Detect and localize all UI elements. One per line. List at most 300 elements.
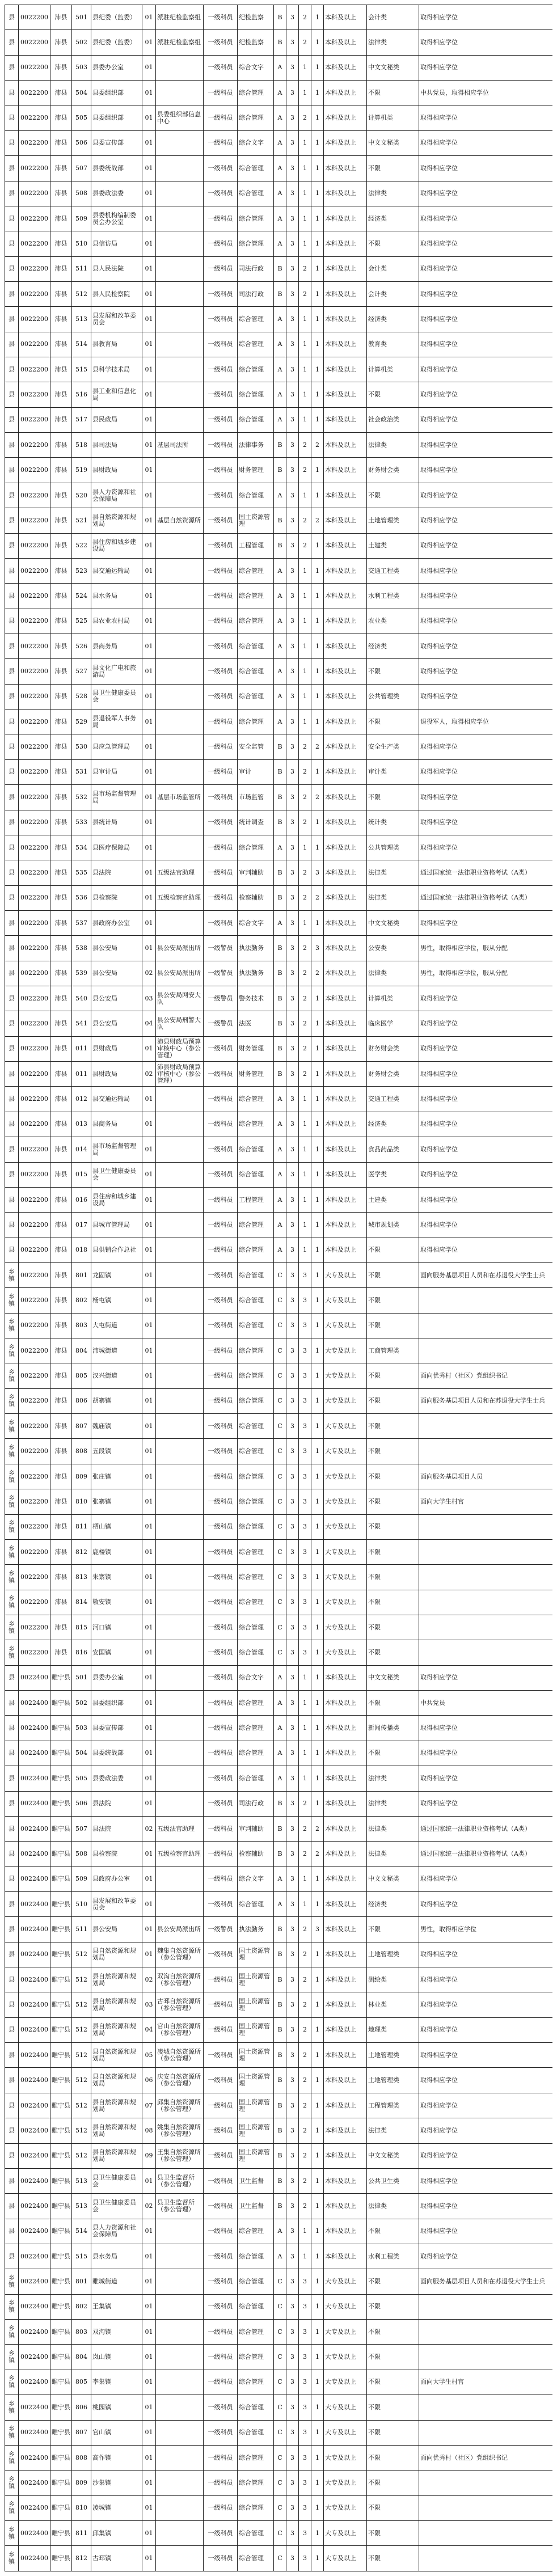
table-cell: 3 xyxy=(286,307,299,332)
table-cell xyxy=(156,659,204,684)
table-cell: 不限 xyxy=(367,1464,419,1489)
table-cell: 1 xyxy=(311,156,324,181)
table-cell: 综合管理 xyxy=(238,609,274,634)
table-cell: B xyxy=(274,30,286,55)
table-cell: 本科及以上 xyxy=(324,2118,367,2143)
table-cell: 522 xyxy=(72,533,91,558)
table-cell: 本科及以上 xyxy=(324,1087,367,1112)
table-cell: 法律类 xyxy=(367,30,419,55)
table-cell: 县 xyxy=(5,936,19,961)
table-cell: 3 xyxy=(286,2294,299,2319)
table-cell: 3 xyxy=(299,2294,311,2319)
table-cell: 3 xyxy=(286,936,299,961)
table-cell: 1 xyxy=(311,281,324,306)
table-cell: 3 xyxy=(286,2420,299,2445)
table-cell: 县公安局 xyxy=(91,961,142,986)
table-cell: 县 xyxy=(5,1062,19,1087)
table-cell: 3 xyxy=(299,1388,311,1413)
table-cell: 大专及以上 xyxy=(324,2294,367,2319)
table-cell: 取得相应学位 xyxy=(419,584,553,609)
table-cell: 取得相应学位 xyxy=(419,1942,553,1967)
table-cell: 017 xyxy=(72,1213,91,1238)
table-cell: 本科及以上 xyxy=(324,81,367,105)
table-cell: 本科及以上 xyxy=(324,231,367,256)
table-cell: 大专及以上 xyxy=(324,1615,367,1640)
table-cell: 0022400 xyxy=(19,1665,50,1690)
table-cell: 1 xyxy=(311,584,324,609)
table-cell: 1 xyxy=(311,5,324,30)
table-cell: 1 xyxy=(311,2143,324,2168)
table-cell: 沛县 xyxy=(50,609,72,634)
table-cell: 大专及以上 xyxy=(324,1414,367,1439)
table-cell: 1 xyxy=(311,2017,324,2042)
table-cell: 01 xyxy=(142,2320,156,2345)
table-cell: 3 xyxy=(311,936,324,961)
table-cell: 01 xyxy=(142,1213,156,1238)
table-row xyxy=(5,2445,553,2470)
table-cell: 512 xyxy=(72,1992,91,2017)
table-cell: 本科及以上 xyxy=(324,407,367,432)
table-cell: 01 xyxy=(142,1590,156,1615)
table-cell: 县 xyxy=(5,860,19,885)
table-cell xyxy=(419,1288,553,1313)
table-cell: 一级科员 xyxy=(204,2520,238,2545)
table-cell: 1 xyxy=(299,2219,311,2244)
table-cell: 3 xyxy=(299,2546,311,2571)
table-cell: 睢宁县 xyxy=(50,2471,72,2495)
table-cell: 庆安自然资源所（参公管理） xyxy=(156,2068,204,2093)
table-cell: 501 xyxy=(72,5,91,30)
table-cell: 不限 xyxy=(367,1388,419,1413)
table-cell: 3 xyxy=(286,1087,299,1112)
table-cell: 不限 xyxy=(367,1565,419,1590)
table-cell: 地理类 xyxy=(367,2017,419,2042)
table-cell: 沛县 xyxy=(50,483,72,508)
table-cell: 1 xyxy=(311,357,324,382)
table-cell: 公共管理类 xyxy=(367,684,419,709)
table-cell: 3 xyxy=(286,986,299,1011)
table-cell: 一级科员 xyxy=(204,181,238,206)
table-cell: 0022200 xyxy=(19,508,50,533)
table-row xyxy=(5,1011,553,1036)
table-cell: 01 xyxy=(142,5,156,30)
table-cell: 0022200 xyxy=(19,609,50,634)
table-cell: 3 xyxy=(286,2068,299,2093)
table-cell: 0022200 xyxy=(19,1062,50,1087)
table-cell: 县 xyxy=(5,1917,19,1942)
table-cell: 014 xyxy=(72,1137,91,1162)
table-cell: 会计类 xyxy=(367,256,419,281)
table-cell: 综合管理 xyxy=(238,1464,274,1489)
table-cell: 3 xyxy=(286,483,299,508)
table-cell: 2 xyxy=(299,508,311,533)
table-cell: A xyxy=(274,307,286,332)
table-cell: 国土资源管理 xyxy=(238,2017,274,2042)
table-cell: 县自然资源和规划局 xyxy=(91,1967,142,1992)
table-cell: 3 xyxy=(299,2395,311,2420)
table-cell: 面向大学生村官 xyxy=(419,1489,553,1514)
table-cell: 张寨镇 xyxy=(91,1489,142,1514)
table-row xyxy=(5,181,553,206)
table-cell: 3 xyxy=(286,609,299,634)
table-cell: 1 xyxy=(311,2118,324,2143)
table-cell: 取得相应学位 xyxy=(419,206,553,231)
table-cell: 公共卫生类 xyxy=(367,2168,419,2193)
table-row xyxy=(5,105,553,130)
table-cell: 0022200 xyxy=(19,105,50,130)
table-cell: 不限 xyxy=(367,2546,419,2571)
table-cell: 2 xyxy=(299,5,311,30)
table-cell: 3 xyxy=(286,1062,299,1087)
table-cell: C xyxy=(274,2320,286,2345)
table-cell: 01 xyxy=(142,2294,156,2319)
table-cell: 511 xyxy=(72,256,91,281)
table-cell: 综合管理 xyxy=(238,2269,274,2294)
table-cell: 县 xyxy=(5,1816,19,1841)
table-cell xyxy=(419,2320,553,2345)
table-cell: 1 xyxy=(311,1137,324,1162)
table-cell: 0022400 xyxy=(19,2168,50,2193)
table-cell: 1 xyxy=(311,1891,324,1916)
table-cell: 0022400 xyxy=(19,1791,50,1816)
table-cell: 512 xyxy=(72,2118,91,2143)
table-cell: 0022200 xyxy=(19,332,50,357)
table-cell: 一级科员 xyxy=(204,1716,238,1741)
table-row xyxy=(5,584,553,609)
table-cell: 取得相应学位 xyxy=(419,181,553,206)
table-cell: 3 xyxy=(286,231,299,256)
table-cell: 本科及以上 xyxy=(324,1917,367,1942)
table-cell: 邱集镇 xyxy=(91,2520,142,2545)
table-cell: 0022200 xyxy=(19,1338,50,1363)
table-cell: 财务管理 xyxy=(238,1036,274,1061)
table-cell: 0022400 xyxy=(19,2269,50,2294)
table-cell: 3 xyxy=(286,910,299,935)
table-cell: 县 xyxy=(5,130,19,155)
table-cell xyxy=(156,1665,204,1690)
table-cell: 0022400 xyxy=(19,2395,50,2420)
table-cell: 本科及以上 xyxy=(324,357,367,382)
table-cell: 01 xyxy=(142,684,156,709)
table-row xyxy=(5,130,553,155)
table-row xyxy=(5,2370,553,2395)
table-row xyxy=(5,1640,553,1665)
table-cell: 1 xyxy=(311,1439,324,1464)
table-cell: 取得相应学位 xyxy=(419,1766,553,1791)
table-cell: 1 xyxy=(311,1640,324,1665)
table-cell: 3 xyxy=(286,1238,299,1262)
table-cell: 1 xyxy=(311,332,324,357)
table-cell: 县交通运输局 xyxy=(91,1087,142,1112)
table-cell: 2 xyxy=(299,2118,311,2143)
table-cell: 01 xyxy=(142,357,156,382)
table-cell: 一级科员 xyxy=(204,533,238,558)
table-cell: 综合文字 xyxy=(238,910,274,935)
table-cell: 工程管理 xyxy=(238,1187,274,1212)
table-cell: 本科及以上 xyxy=(324,1842,367,1866)
table-cell: 一级科员 xyxy=(204,1866,238,1891)
table-cell: 一级科员 xyxy=(204,130,238,155)
table-cell: 3 xyxy=(286,357,299,382)
table-cell: 司法行政 xyxy=(238,1791,274,1816)
table-cell: 02 xyxy=(142,961,156,986)
table-cell: 大专及以上 xyxy=(324,1388,367,1413)
table-cell: 2 xyxy=(311,1842,324,1866)
table-cell: 01 xyxy=(142,533,156,558)
table-cell: 一级科员 xyxy=(204,1791,238,1816)
table-cell: 1 xyxy=(299,307,311,332)
table-cell: 土地管理类 xyxy=(367,508,419,533)
table-cell: 一级科员 xyxy=(204,55,238,80)
table-cell: A xyxy=(274,1087,286,1112)
table-cell: 睢宁县 xyxy=(50,1866,72,1891)
table-cell: 县自然资源和规划局 xyxy=(91,2093,142,2118)
table-cell: 01 xyxy=(142,2495,156,2520)
table-cell: 沛县 xyxy=(50,1137,72,1162)
table-cell: 一级科员 xyxy=(204,2093,238,2118)
table-cell: 01 xyxy=(142,860,156,885)
table-cell: 大专及以上 xyxy=(324,2445,367,2470)
table-cell: 睢宁县 xyxy=(50,1791,72,1816)
table-cell: 3 xyxy=(299,1363,311,1388)
table-cell: 沛县 xyxy=(50,1590,72,1615)
table-cell: 沛县 xyxy=(50,181,72,206)
table-cell: 沛县 xyxy=(50,986,72,1011)
table-cell: 0022200 xyxy=(19,1363,50,1388)
table-cell: 3 xyxy=(286,1942,299,1967)
table-cell: 沛县 xyxy=(50,1062,72,1087)
table-cell xyxy=(156,281,204,306)
table-cell: 一级警员 xyxy=(204,936,238,961)
table-cell: 统计类 xyxy=(367,810,419,835)
table-cell xyxy=(156,558,204,583)
table-cell: 凌城镇 xyxy=(91,2495,142,2520)
table-cell: 本科及以上 xyxy=(324,634,367,658)
table-cell: 国土资源管理 xyxy=(238,508,274,533)
table-cell: 县财政局 xyxy=(91,458,142,483)
table-cell: 1 xyxy=(299,1665,311,1690)
table-cell: B xyxy=(274,1942,286,1967)
table-cell: C xyxy=(274,2269,286,2294)
table-cell: 本科及以上 xyxy=(324,130,367,155)
table-cell: 综合管理 xyxy=(238,332,274,357)
table-cell: 魏集自然资源所（参公管理） xyxy=(156,1942,204,1967)
table-cell: 县 xyxy=(5,1238,19,1262)
table-cell: 大专及以上 xyxy=(324,2495,367,2520)
table-cell: 01 xyxy=(142,483,156,508)
table-cell: 县 xyxy=(5,1942,19,1967)
table-cell: A xyxy=(274,81,286,105)
table-cell: 财务财会类 xyxy=(367,458,419,483)
table-cell: 古邳自然资源所（参公管理） xyxy=(156,1992,204,2017)
table-cell: 01 xyxy=(142,332,156,357)
table-cell: 814 xyxy=(72,1590,91,1615)
table-cell: 县公安局派出所 xyxy=(156,961,204,986)
table-cell: 县人民法院 xyxy=(91,256,142,281)
table-cell: 综合管理 xyxy=(238,206,274,231)
table-cell xyxy=(156,181,204,206)
table-cell: 3 xyxy=(286,2445,299,2470)
table-cell: 县公安局派出所 xyxy=(156,936,204,961)
table-cell: C xyxy=(274,1640,286,1665)
table-cell: 县应急管理局 xyxy=(91,734,142,759)
table-cell: 3 xyxy=(299,1565,311,1590)
table-cell xyxy=(156,584,204,609)
table-cell: 1 xyxy=(311,533,324,558)
table-cell: 不限 xyxy=(367,483,419,508)
table-cell: 一级科员 xyxy=(204,1036,238,1061)
table-cell xyxy=(156,156,204,181)
table-row xyxy=(5,2320,553,2345)
table-cell: 本科及以上 xyxy=(324,2093,367,2118)
table-cell: 一级科员 xyxy=(204,156,238,181)
table-cell: A xyxy=(274,1187,286,1212)
table-cell: 大专及以上 xyxy=(324,1464,367,1489)
table-row xyxy=(5,1766,553,1791)
table-cell: 睢宁县 xyxy=(50,2068,72,2093)
table-cell: 3 xyxy=(286,1816,299,1841)
table-row xyxy=(5,885,553,910)
table-cell: 1 xyxy=(311,1615,324,1640)
table-cell: 3 xyxy=(286,256,299,281)
table-row xyxy=(5,2471,553,2495)
table-cell: 县 xyxy=(5,759,19,784)
table-cell: 派驻纪检监察组 xyxy=(156,30,204,55)
table-cell: 517 xyxy=(72,407,91,432)
table-cell: 539 xyxy=(72,961,91,986)
table-cell: 五级法官助理 xyxy=(156,860,204,885)
table-cell: 一级科员 xyxy=(204,885,238,910)
table-cell: 鹿楼镇 xyxy=(91,1539,142,1564)
table-cell: 3 xyxy=(286,1288,299,1313)
table-cell: 2 xyxy=(299,281,311,306)
table-cell: 804 xyxy=(72,1338,91,1363)
table-cell xyxy=(156,1414,204,1439)
table-cell: 1 xyxy=(311,1716,324,1741)
table-cell: B xyxy=(274,810,286,835)
table-row xyxy=(5,1816,553,1841)
table-cell: 大专及以上 xyxy=(324,2345,367,2370)
table-cell: 0022200 xyxy=(19,281,50,306)
table-cell: 一级科员 xyxy=(204,357,238,382)
table-cell xyxy=(156,1162,204,1187)
table-cell: 012 xyxy=(72,1087,91,1112)
table-cell: 法律类 xyxy=(367,1766,419,1791)
table-cell: 县公安局网安大队 xyxy=(156,986,204,1011)
table-cell: 县卫生健康委员会 xyxy=(91,2194,142,2219)
table-cell: 县自然资源和规划局 xyxy=(91,2043,142,2068)
table-cell: 县 xyxy=(5,961,19,986)
table-cell: 县 xyxy=(5,885,19,910)
table-cell: 512 xyxy=(72,1942,91,1967)
table-row xyxy=(5,1137,553,1162)
table-cell: 0022200 xyxy=(19,1464,50,1489)
table-cell: 睢宁县 xyxy=(50,2370,72,2395)
table-cell: 01 xyxy=(142,810,156,835)
table-cell: 016 xyxy=(72,1187,91,1212)
table-cell: 乡镇 xyxy=(5,1262,19,1287)
table-cell: 01 xyxy=(142,1414,156,1439)
table-cell: 0022200 xyxy=(19,1489,50,1514)
table-cell: 2 xyxy=(299,1816,311,1841)
table-cell: 沛县 xyxy=(50,1213,72,1238)
table-cell: 529 xyxy=(72,710,91,734)
table-cell: 县民政局 xyxy=(91,407,142,432)
table-cell: 0022200 xyxy=(19,1137,50,1162)
table-cell: 3 xyxy=(286,1691,299,1716)
table-cell: 取得相应学位 xyxy=(419,55,553,80)
table-cell: 3 xyxy=(286,1741,299,1766)
table-cell: 县 xyxy=(5,433,19,458)
table-cell xyxy=(156,609,204,634)
table-cell: 取得相应学位 xyxy=(419,2244,553,2269)
table-cell: 官山自然资源所（参公管理） xyxy=(156,2017,204,2042)
table-cell: 审判辅助 xyxy=(238,1816,274,1841)
table-cell: 1 xyxy=(311,1011,324,1036)
table-cell: 一级科员 xyxy=(204,659,238,684)
table-cell: 本科及以上 xyxy=(324,2194,367,2219)
table-cell: 综合管理 xyxy=(238,2219,274,2244)
table-cell: 本科及以上 xyxy=(324,910,367,935)
table-cell: 1 xyxy=(311,634,324,658)
table-cell: 1 xyxy=(311,2495,324,2520)
table-cell xyxy=(156,1565,204,1590)
table-cell: 018 xyxy=(72,1238,91,1262)
table-cell: 3 xyxy=(286,1992,299,2017)
table-cell: 县委宣传部 xyxy=(91,1716,142,1741)
table-cell: 睢宁县 xyxy=(50,1816,72,1841)
table-cell: B xyxy=(274,1842,286,1866)
table-cell: 土建类 xyxy=(367,533,419,558)
table-cell: 县 xyxy=(5,1766,19,1791)
table-cell: 沛县财政局预算审核中心（参公管理） xyxy=(156,1036,204,1061)
table-cell: 02 xyxy=(142,1062,156,1087)
table-cell: C xyxy=(274,1363,286,1388)
table-cell: 县公安局 xyxy=(91,1011,142,1036)
table-cell: 不限 xyxy=(367,1590,419,1615)
table-cell: 01 xyxy=(142,1187,156,1212)
table-cell: 1 xyxy=(311,1665,324,1690)
table-cell: 大专及以上 xyxy=(324,1439,367,1464)
table-cell: 一级科员 xyxy=(204,2017,238,2042)
table-row xyxy=(5,2143,553,2168)
table-cell xyxy=(156,1288,204,1313)
table-cell xyxy=(156,910,204,935)
table-cell: 1 xyxy=(311,231,324,256)
table-cell: 3 xyxy=(299,1439,311,1464)
table-cell: 3 xyxy=(286,2043,299,2068)
table-cell: 3 xyxy=(286,1338,299,1363)
table-cell xyxy=(156,206,204,231)
table-cell: 综合管理 xyxy=(238,2495,274,2520)
table-cell: 3 xyxy=(299,1338,311,1363)
table-cell: 睢宁县 xyxy=(50,2043,72,2068)
table-cell: 取得相应学位 xyxy=(419,986,553,1011)
table-cell: C xyxy=(274,2546,286,2571)
table-cell: 一级科员 xyxy=(204,2345,238,2370)
table-cell: 3 xyxy=(286,1363,299,1388)
table-cell: 取得相应学位 xyxy=(419,1011,553,1036)
table-cell xyxy=(419,1338,553,1363)
table-cell xyxy=(156,1213,204,1238)
table-cell: 县工业和信息化局 xyxy=(91,382,142,407)
table-cell: 不限 xyxy=(367,1615,419,1640)
table-cell: 516 xyxy=(72,382,91,407)
table-cell: 县城市管理局 xyxy=(91,1213,142,1238)
table-cell xyxy=(156,1388,204,1413)
table-cell: 3 xyxy=(286,281,299,306)
table-cell: 土地管理类 xyxy=(367,2043,419,2068)
